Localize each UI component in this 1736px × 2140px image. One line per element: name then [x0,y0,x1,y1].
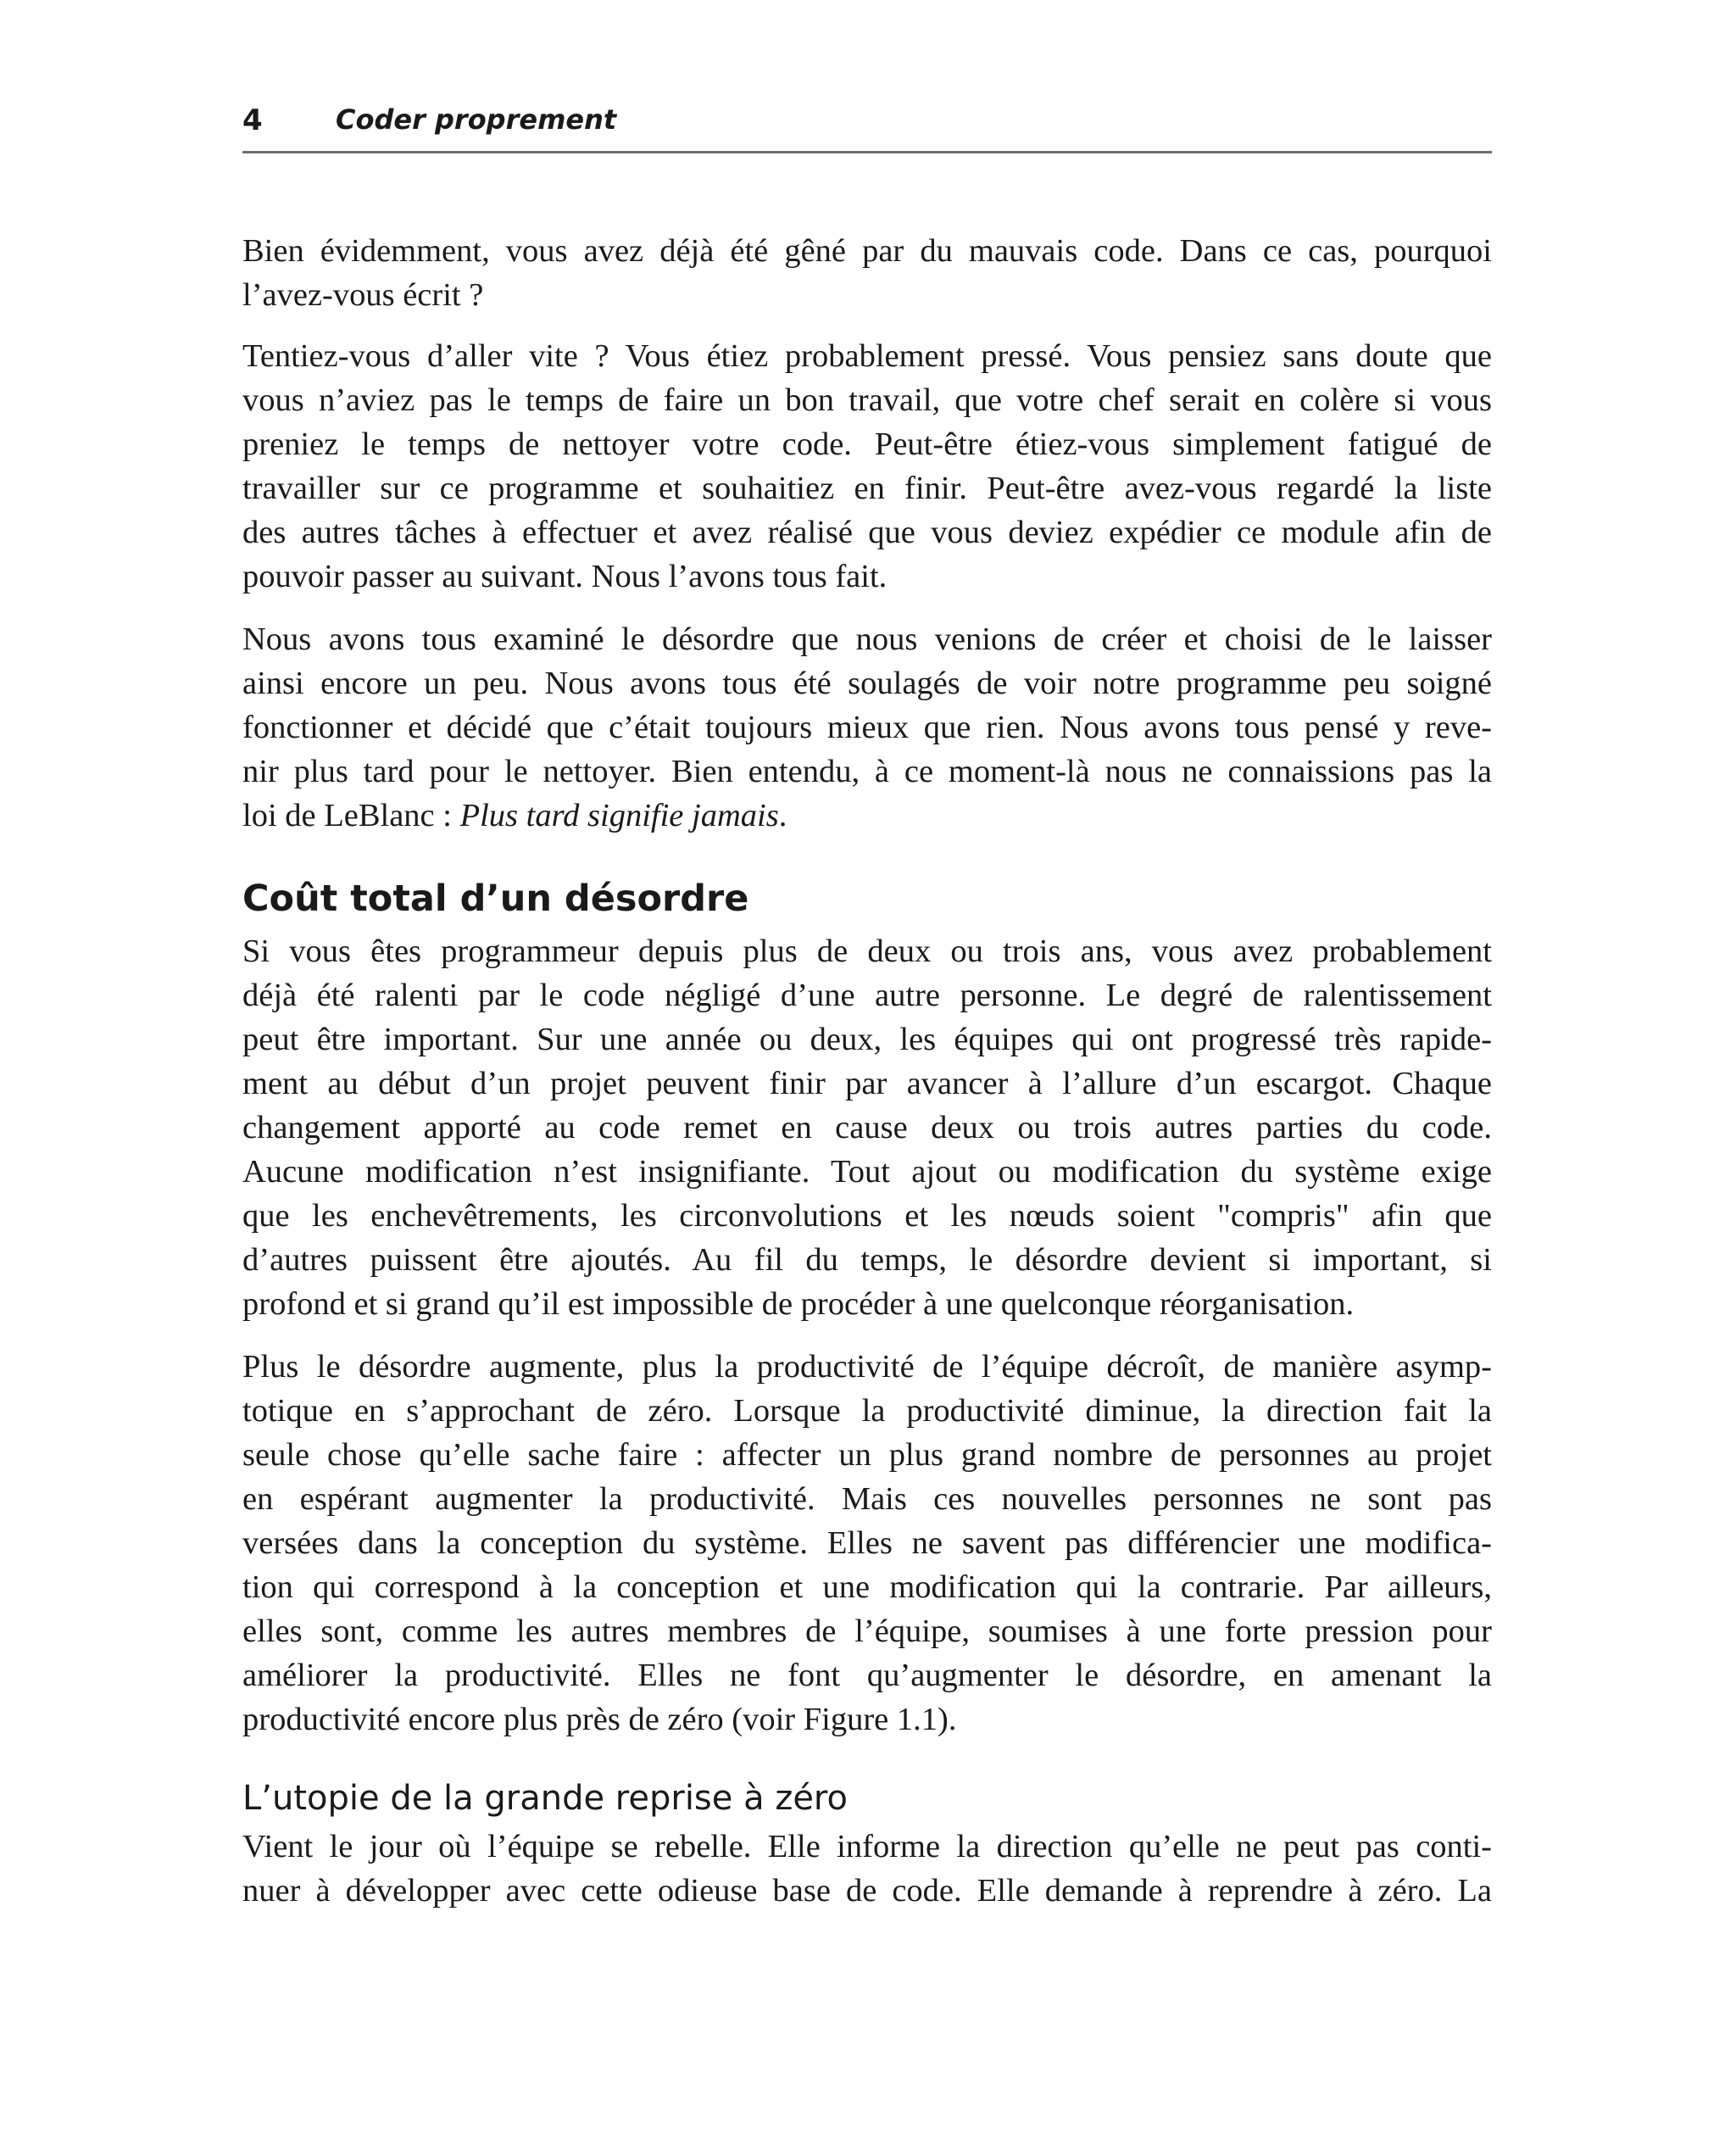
text-line: Si vous êtes programmeur depuis plus de deux ou trois ans, vous avez probablement [242,933,1492,969]
text-line: changement apporté au code remet en cause deux ou trois autres parties du code. [242,1110,1492,1145]
text-line: en espérant augmenter la productivité. Mais ces nouvelles personnes ne sont pas [242,1481,1492,1517]
page-number: 4 [242,103,263,137]
text-line: productivité encore plus près de zéro (voir Figure 1.1). [242,1702,957,1737]
text-line: Vient le jour où l’équipe se rebelle. Elle informe la direction qu’elle ne peut pas conti- [242,1829,1492,1864]
paragraph [242,1825,1492,1913]
text-fragment: . [778,798,787,833]
text-line: vous n’aviez pas le temps de faire un bon travail, que votre chef serait en colère si vous [242,382,1492,418]
text-line: travailler sur ce programme et souhaitiez en finir. Peut-être avez-vous regardé la liste [242,471,1492,506]
text-line [242,794,1492,838]
text-line: Aucune modification n’est insignifiante. Tout ajout ou modification du système exige [242,1154,1492,1190]
text-line: versées dans la conception du système. Elles ne savent pas différencier une modifica- [242,1525,1492,1561]
text-line: totique en s’approchant de zéro. Lorsque la productivité diminue, la direction fait la [242,1393,1492,1429]
paragraph [242,617,1492,838]
text-line: Tentiez-vous d’aller vite ? Vous étiez probablement pressé. Vous pensiez sans doute que [242,338,1492,374]
text-line: preniez le temps de nettoyer votre code. Peut-être étiez-vous simplement fatigué de [242,426,1492,462]
text-line: pouvoir passer au suivant. Nous l’avons tous fait. [242,559,887,594]
text-fragment: loi de LeBlanc : [242,798,460,833]
text-line: elles sont, comme les autres membres de l’équipe, soumises à une forte pression pour [242,1613,1492,1649]
text-line: seule chose qu’elle sache faire : affecter un plus grand nombre de personnes au projet [242,1437,1492,1473]
text-line: nir plus tard pour le nettoyer. Bien entendu, à ce moment-là nous ne connaissions pas la [242,754,1492,789]
text-line: peut être important. Sur une année ou deux, les équipes qui ont progressé très rapide- [242,1022,1492,1057]
text-line: Nous avons tous examiné le désordre que nous venions de créer et choisi de le laisser [242,621,1492,657]
section-heading: Coût total d’un désordre [242,878,749,920]
text-line: nuer à développer avec cette odieuse base de code. Elle demande à reprendre à zéro. La [242,1873,1492,1909]
text-line: profond et si grand qu’il est impossible de procéder à une quelconque réorganisation. [242,1286,1355,1322]
text-line: améliorer la productivité. Elles ne font qu’augmenter le désordre, en amenant la [242,1658,1492,1693]
text-line: que les enchevêtrements, les circonvolutions et les nœuds soient "compris" afin que [242,1198,1492,1234]
page-body [242,229,1492,1931]
text-line: Bien évidemment, vous avez déjà été gêné par du mauvais code. Dans ce cas, pourquoi [242,233,1492,269]
text-line: des autres tâches à effectuer et avez réalisé que vous deviez expédier ce module afin de [242,515,1492,550]
subsection-heading: L’utopie de la grande reprise à zéro [242,1779,848,1818]
text-line: déjà été ralenti par le code négligé d’une autre personne. Le degré de ralentissement [242,978,1492,1013]
paragraph [242,229,1492,317]
text-line: l’avez-vous écrit ? [242,277,484,313]
emphasis-quote: Plus tard signifie jamais [459,798,779,833]
text-line: tion qui correspond à la conception et une modification qui la contrarie. Par ailleurs, [242,1569,1492,1605]
running-title: Coder proprement [336,103,617,136]
text-line: ainsi encore un peu. Nous avons tous été soulagés de voir notre programme peu soigné [242,666,1492,701]
text-line: d’autres puissent être ajoutés. Au fil du temps, le désordre devient si important, si [242,1242,1492,1278]
text-line: ment au début d’un projet peuvent finir par avancer à l’allure d’un escargot. Chaque [242,1066,1492,1101]
text-line: fonctionner et décidé que c’était toujours mieux que rien. Nous avons tous pensé y reve- [242,710,1492,745]
paragraph [242,929,1492,1326]
paragraph [242,334,1492,599]
paragraph [242,1345,1492,1742]
text-line: Plus le désordre augmente, plus la productivité de l’équipe décroît, de manière asymp- [242,1349,1492,1385]
running-header [242,100,1492,153]
